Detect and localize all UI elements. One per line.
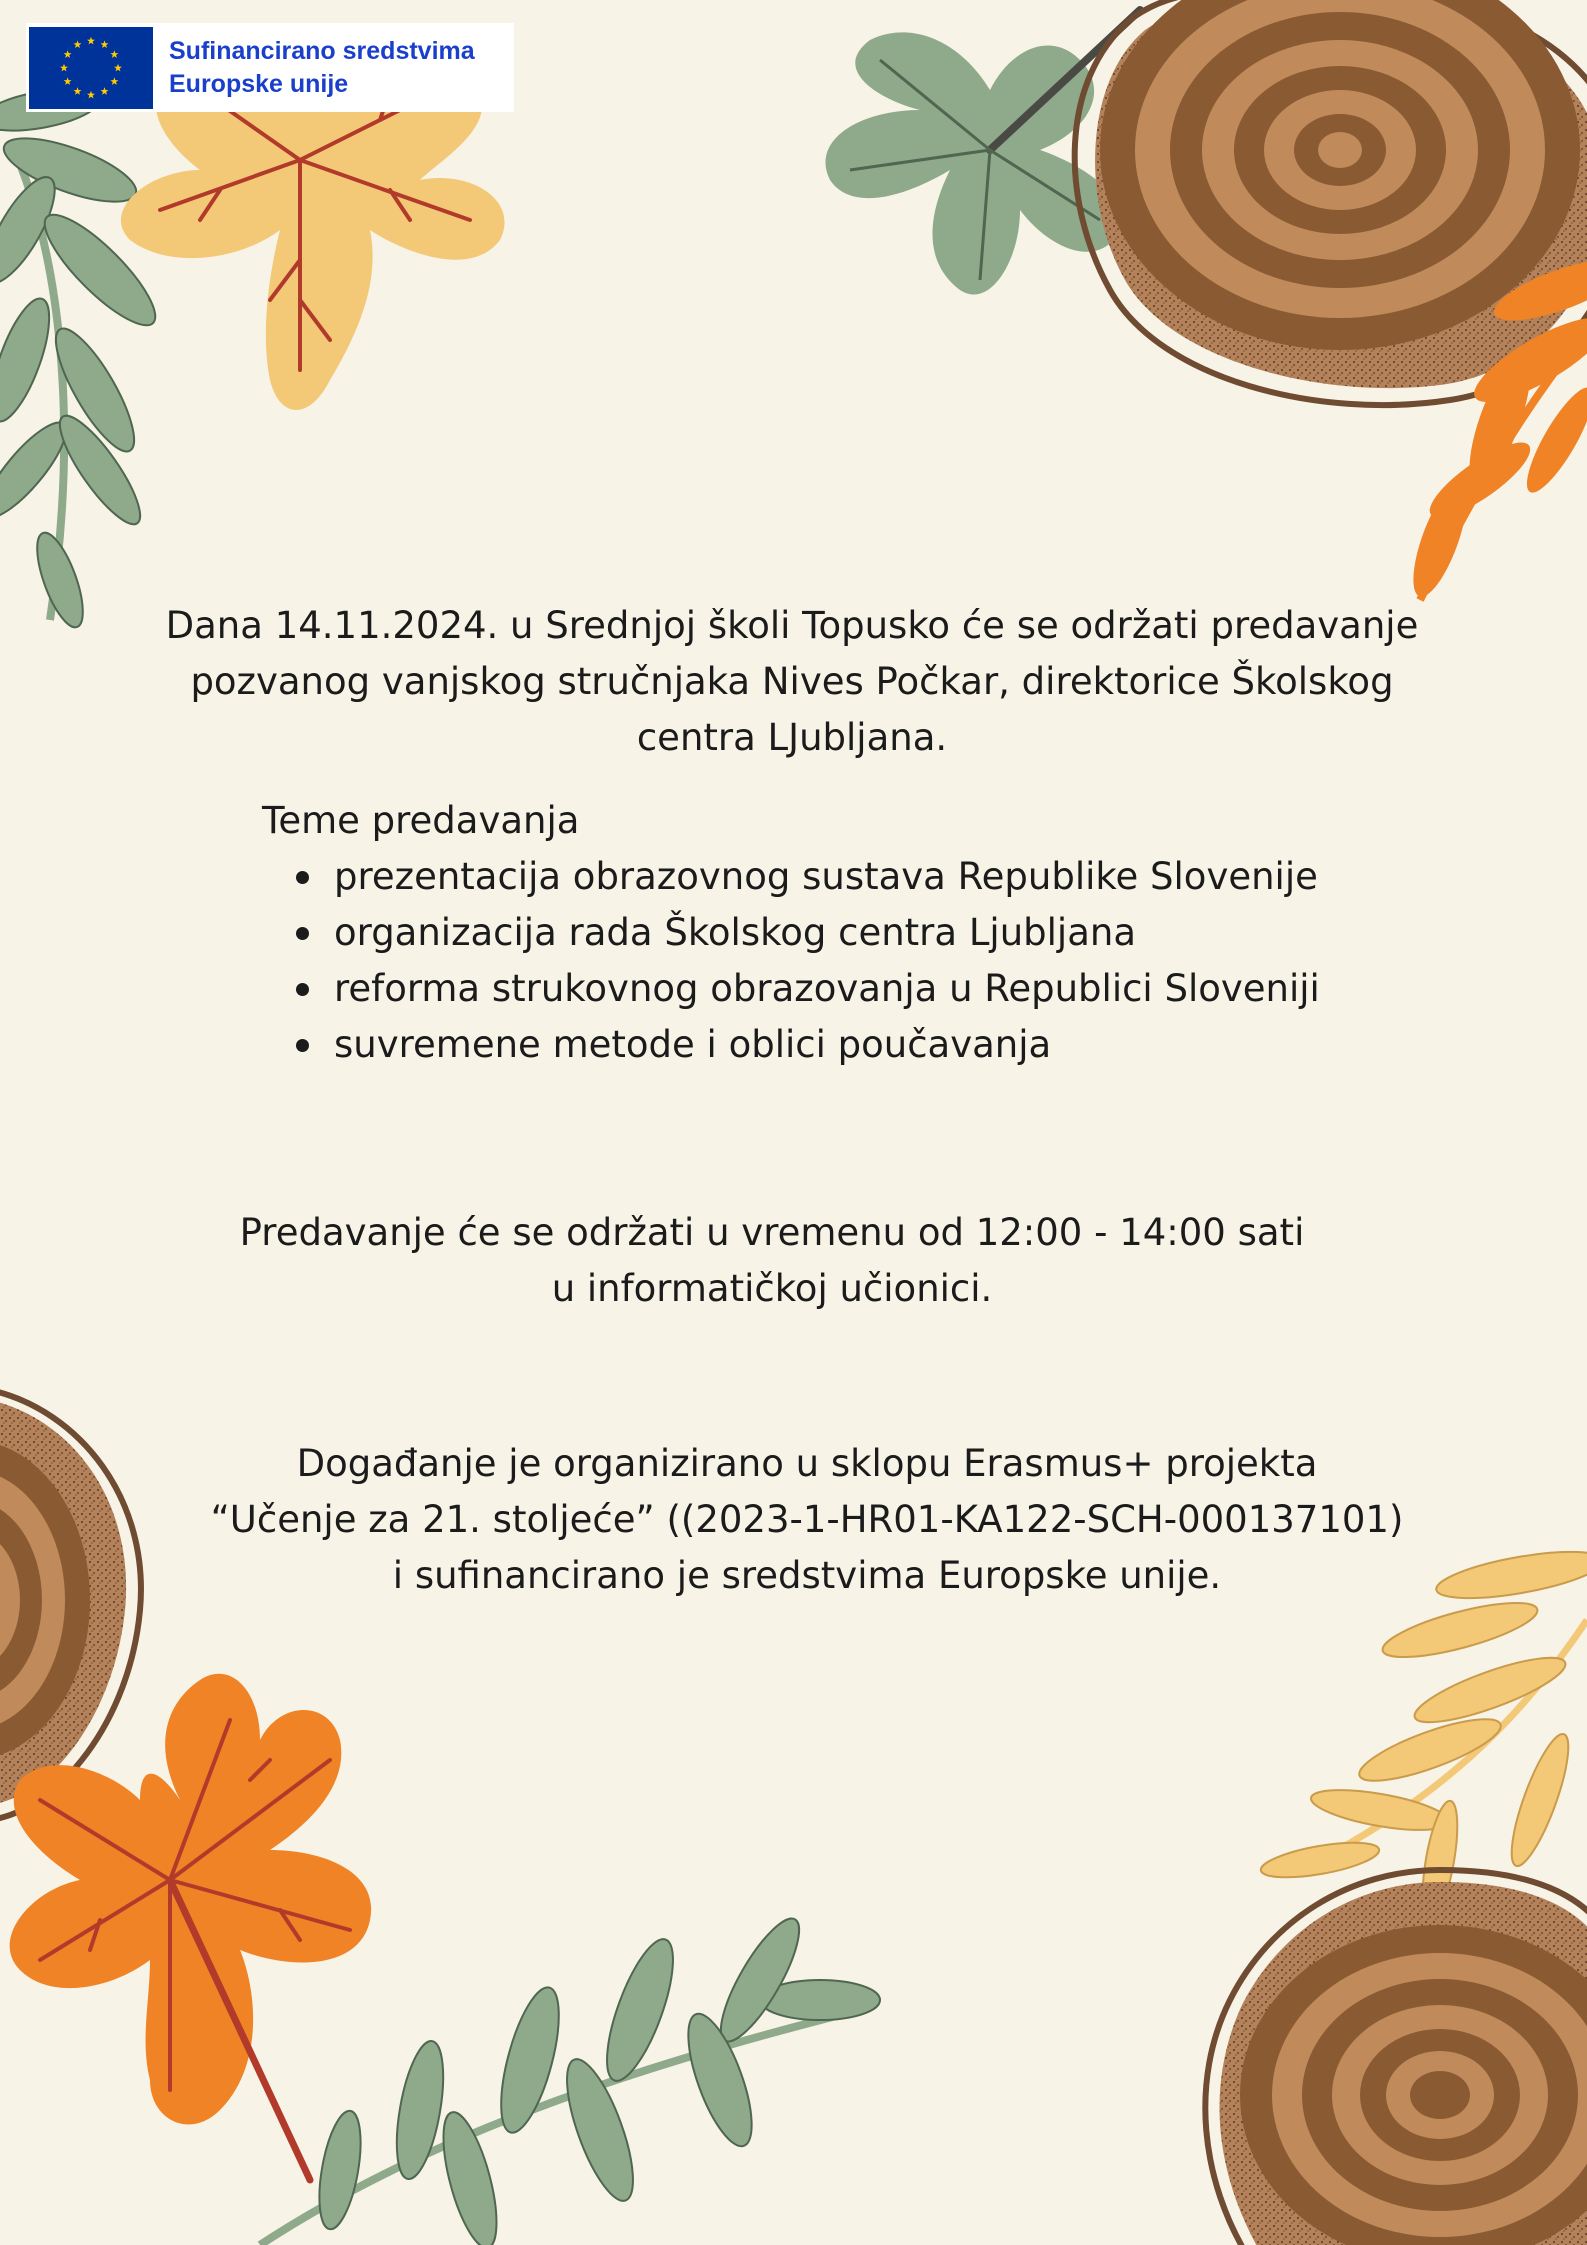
- list-item-text: organizacija rada Školskog centra Ljubljana: [334, 911, 1137, 954]
- list-item: [290, 1017, 1320, 1073]
- eu-logo-line2: Europske unije: [169, 69, 349, 98]
- list-item: [290, 905, 1320, 961]
- bullet-icon: [296, 1039, 309, 1052]
- intro-paragraph: Dana 14.11.2024. u Srednjoj školi Topusko će se održati predavanje pozvanog vanjskog stručnjaka Nives Počkar, direktorice Školskog centra LJubljana.: [165, 604, 1419, 759]
- bullet-icon: [296, 983, 309, 996]
- list-item-text: suvremene metode i oblici poučavanja: [334, 1023, 1052, 1066]
- list-item: [290, 849, 1320, 905]
- topics-title: Teme predavanja: [262, 799, 580, 842]
- list-item: [290, 961, 1320, 1017]
- time-location-paragraph: Predavanje će se održati u vremenu od 12:00 - 14:00 sati u informatičkoj učionici.: [239, 1211, 1305, 1310]
- bullet-icon: [296, 871, 309, 884]
- eu-logo-line1: Sufinancirano sredstvima: [169, 36, 475, 65]
- list-item-text: reforma strukovnog obrazovanja u Republici Sloveniji: [334, 967, 1320, 1010]
- project-paragraph: Događanje je organizirano u sklopu Erasmus+ projekta “Učenje za 21. stoljeće” ((2023-1-HR01-KA122-SCH-000137101) i sufinancirano je sredstvima Europske unije.: [210, 1442, 1404, 1597]
- bullet-icon: [296, 927, 309, 940]
- list-item-text: prezentacija obrazovnog sustava Republike Slovenije: [334, 855, 1318, 898]
- topics-list: [290, 849, 1320, 1073]
